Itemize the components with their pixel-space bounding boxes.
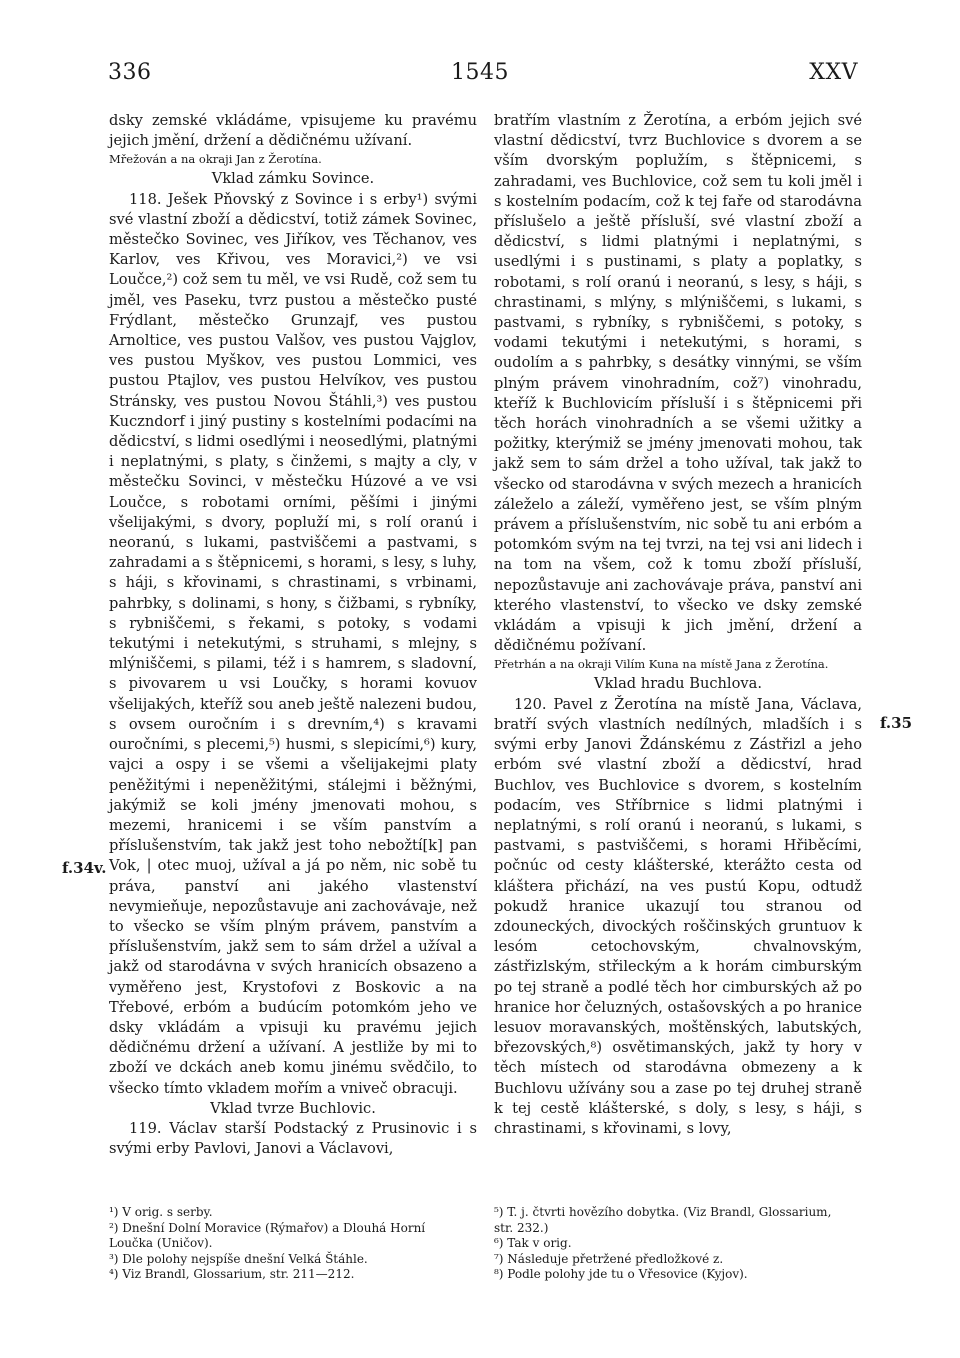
- volume-number: XXV: [809, 60, 858, 85]
- footnote: ⁷) Následuje přetržené předložkové z.: [494, 1251, 724, 1266]
- entry-119: 119. Václav starší Podstacký z Prusinovic i s svými erby Pavlovi, Janovi a Václavovi,: [109, 1119, 477, 1158]
- section-heading: Vklad hradu Buchlova.: [594, 675, 762, 693]
- section-heading: Vklad tvrze Buchlovic.: [210, 1099, 376, 1117]
- footnote: ⁴) Viz Brandl, Glossarium, str. 211—212.: [109, 1267, 355, 1281]
- footnote: ¹) V orig. s serby.: [109, 1205, 213, 1219]
- editorial-note: Přetrhán a na okraji Vilím Kuna na místě Jana z Žerotína.: [494, 657, 829, 672]
- footnote: ⁸) Podle polohy jde tu o Vřesovice (Kyjov).: [494, 1267, 748, 1281]
- section-heading: Vklad zámku Sovince.: [211, 170, 375, 188]
- footnote: ⁵) T. j. čtvrti hovězího dobytka. (Viz Brandl, Glossarium, str. 232.): [494, 1205, 832, 1235]
- left-column: [109, 111, 477, 1159]
- footnote: ²) Dnešní Dolní Moravice (Rýmařov) a Dlouhá Horní Loučka (Uničov).: [109, 1220, 426, 1250]
- footnotes-left: [109, 1205, 469, 1283]
- page-number: 336: [108, 60, 152, 85]
- entry-118: 118. Ješek Pňovský z Sovince i s erby¹) svými své vlastní zboží a dědicství, totiž zámek Sovinec, městečko Sovinec, ves Jiříkov, ves Těchanov, ves Karlov, ves Křivou, ves Moravici,²) ve vsi Loučce,²) což sem tu měl, ve vsi Rudě, což sem tu jměl, ves Paseku, tvrz pustou a městečko pusté Frýdlant, městečko Grunzajf, ves pustou Arnoltice, ves pustou Valšov, ves pustou Vajglov, ves pustou Myškov, ves pustou Lommici, ves pustou Ptajlov, ves pustou Helvíkov, ves pustou Stránsky, ves pustou Novou Štáhli,³) ves pustou Kuczndorf i jiný pustiny s kostelními podacími na dědicství, s lidmi osedlými i neosedlými, platnými i neplatnými, s platy, s činžemi, s majty a cly, v městečku Sovinci, v městečku Húzové a ve vsi Loučce, s robotami orními, pěšími i jinými všelijakými, s dvory, popluží mi, s rolí oranú i neoranú, s lukami, pastviščemi a pastvami, s zahradami a s štěpnicemi, s horami, s lesy, s luhy, s háji, s křovinami, s chrastinami, s vrbinami, pahrbky, s dolinami, s hony, s čižbami, s rybníky, s rybniščemi, s řekami, s potoky, s vodami tekutými i netekutými, s struhami, s mlejny, s mlýniščemi, s pilami, též i s hamrem, s sladovní, s pivovarem u vsi Loučky, s horami kovuov všelijakých, kteříž sou aneb ještě nalezeni budou, s ovsem ouročním i s drevním,⁴) s kravami ouročními, s plecemi,⁵) husmi, s slepicími,⁶) kury, vajci a ospy i se všemi a všelijakejmi platy peněžitými i nepeněžitými, stálejmi i běžnými, jakýmiž se koli jmény jmenovati mohou, s mezemi, hranicemi i se vším panstvím a příslušenstvím, tak jakž jest toho nebožtí[k] pan Vok, | otec muoj, užíval a já po něm, nic sobě tu práva, panství ani jakého vlastenství nevymieňuje, nepozůstavuje ani zachovávaje, než to všecko se vším plným právem, panstvím a příslušenstvím, jakž sem to sám držel a užíval a jakž od starodávna v svých hranicích obsazeno a vyměřeno jest, Krystofovi z Boskovic a na Třebové, erbóm a budúcím potomkóm jeho ve dsky vkládám a vpisuji ku pravému jejich dědičnému držení a užívaní. A jestliže by mi to zboží ve dckách aneb komu jinému svědčilo, to všecko tímto vkladem mořím a vniveč obracuji.: [109, 190, 477, 1097]
- page-header: [0, 60, 960, 90]
- footnote: ³) Dle polohy nejspíše dnešní Velká Štáhle.: [109, 1251, 368, 1266]
- running-year: 1545: [451, 60, 509, 85]
- folio-marker-right: f.35: [880, 714, 913, 732]
- footnotes-right: [494, 1205, 854, 1283]
- folio-marker-left: f.34v.: [62, 859, 107, 877]
- entry-120: 120. Pavel z Žerotína na místě Jana, Václava, bratří svých vlastních nedílných, mladších i s svými erby Janovi Ždánskému z Zástřizl a jeho erbóm své vlastní zboží a dědicství, hrad Buchlov, ves Buchlovice s dvorem, s kostelním podacím, ves Stříbrnice s lidmi platnými i neplatnými, s rolí oranú i neoranú, s lukami, s pastvami, s pastviščemi, s horami Hřiběcími, počnúc od cesty klášterské, kterážto cesta od kláštera přichází, na ves pustú Kopu, odtudž pokudž hranice ukazují tou stranou od zdouneckých, divockých roščinských gruntuov k lesóm cetochovským, chvalnovským, zástřizlským, střileckým a k horám cimburským po tej straně a podlé těch hor cimburských až po hranice hor čeluzných, ostašovských a po hranice lesuov moravanských, moštěnských, labutských, březovských,⁸) osvětimanských, jakž ty hory v těch místech od starodávna obmezeny a k Buchlovu užívány sou a zase po tej druhej straně k tej cestě klášterské, s doly, s lesy, s háji, s chrastinami, s křovinami, s lovy,: [494, 695, 862, 1137]
- editorial-note: Mřežován a na okraji Jan z Žerotína.: [109, 152, 322, 167]
- right-column: [494, 111, 862, 1139]
- paragraph-continuation: bratřím vlastním z Žerotína, a erbóm jejich své vlastní dědicství, tvrz Buchlovice s dvorem a se vším dvorským poplužím, s štěpnicemi, s zahradami, ves Buchlovice, což sem tu koli jměl i s kostelním podacím, což k tej faře od starodávna příslušelo a ještě přísluší, své vlastní zboží a dědicství, s lidmi platnými i neplatnými, s usedlými i s pustinami, s platy a poplatky, s robotami, s rolí oranú i neoranú, s lesy, s háji, s chrastinami, s mlýny, s mlýniščemi, s lukami, s pastvami, s rybníky, s rybniščemi, s potoky, s vodami tekutými i netekutými, s horami, s oudolím a s pahrbky, s desátky vinnými, se vším plným právem vinohradním, což⁷) vinohradu, kteříž k Buchlovicím přísluší i s štěpnicemi při těch horách vinohradních a se všemi užitky a požitky, kterýmiž se jmény jmenovati mohou, tak jakž sem to sám držel a toho užíval, tak jakž to všecko od starodávna v svých mezech a hranicích záleželo a záleží, vyměřeno jest, se vším plným právem a příslušenstvím, nic sobě tu ani erbóm a potomkóm svým na tej tvrzi, na tej vsi ani lidech i na tom na všem, což k tomu zboží přísluší, nepozůstavuje ani zachovávaje práva, panství ani kterého vlastenství, to všecko ve dsky zemské vkládám a vpisuji k jich jmění, držení a dědičnému požívaní.: [494, 112, 862, 655]
- paragraph-continuation: dsky zemské vkládáme, vpisujeme ku pravému jejich jmění, držení a dědičnému užívaní.: [109, 112, 477, 150]
- footnote: ⁶) Tak v orig.: [494, 1236, 572, 1250]
